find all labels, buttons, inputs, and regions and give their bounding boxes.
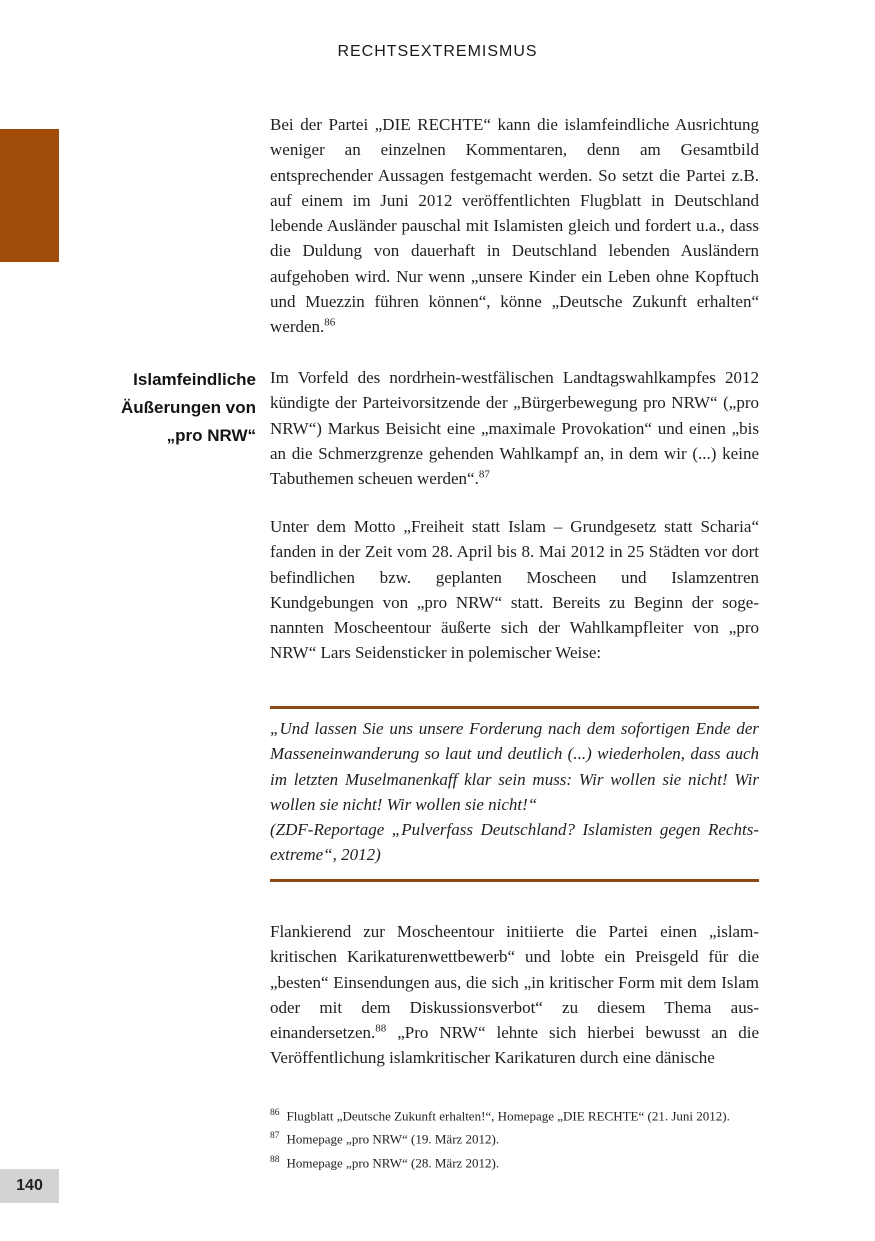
paragraph-moscheentour: Unter dem Motto „Freiheit statt Islam – Grundgesetz statt Scharia“ fanden in der Zeit vom 28. April bis 8. Mai 2012 in 25 Städten vor dort befindlichen bzw. geplanten Moscheen und Islamzentren Kundgebungen von „pro NRW“ statt. Bereits zu Beginn der sogenannten Moscheentour äußerte sich der Wahlkampfleiter von „pro NRW“ Lars Seidensticker in polemischer Weise: [270,517,759,663]
margin-note-line: Islamfeindliche [133,370,256,389]
footnote-text: Homepage „pro NRW“ (28. März 2012). [286,1154,500,1170]
footnote-text: Flugblatt „Deutsche Zukunft erhalten!“, Homepage „DIE RECHTE“ (21. Juni 2012). [286,1108,730,1124]
footnote-number: 87 [270,1131,280,1142]
footnotes-section [270,1103,759,1173]
page-number: 140 [16,1177,43,1194]
paragraph-karikaturenwettbewerb: Flankierend zur Moscheentour initiierte die Partei einen „islamkritischen Karikaturenwettbewerb“ und lobte ein Preisgeld für die „besten“ Einsendungen aus, die sich „in kritischer Form mit dem Islam oder mit dem Diskussionsverbot“ zu diesem Thema auseinandersetzen.$^{88}$ „Pro NRW“ lehnte sich hierbei bewusst an die Veröffentlichung islamkritischer Karikaturen durch eine dänische [270,922,759,1068]
footnote-item [270,1103,759,1126]
margin-note-line: „pro NRW“ [166,426,256,445]
quote-block [270,706,759,882]
footnote-text: Homepage „pro NRW“ (19. März 2012). [286,1131,500,1147]
paragraph-die-rechte: Bei der Partei „DIE RECHTE“ kann die islamfeindliche Ausrichtung weniger an einzelnen Kommentaren, denn am Gesamtbild entsprechender Aussagen festgemacht werden. So setzt die Partei z.B. auf einem im Juni 2012 veröffentlichten Flugblatt in Deutschland lebende Ausländer pauschal mit Islamisten gleich und fordert u.a., dass die Duldung von dauerhaft in Deutschland lebenden Ausländern aufgehoben wird. Nur wenn „unsere Kinder ein Leben ohne Kopftuch und Muezzin führen können“, könne „Deutsche Zukunft erhalten“ werden.$^{86}$ [270,115,759,336]
footnote-number: 88 [270,1154,280,1165]
footnote-item [270,1126,759,1149]
quote-text: „Und lassen Sie uns unsere Forderung nach dem sofortigen Ende der Masseneinwanderung so laut und deutlich (...) wiederholen, dass auch im letzten Muselmanenkaff klar sein muss: Wir wollen sie nicht! Wir wollen sie nicht! Wir wollen sie nicht!“ [270,719,759,814]
quote-rule-bottom [270,879,759,882]
footnote-number: 86 [270,1108,280,1118]
page-header-title: RECHTSEXTREMISMUS [337,43,538,60]
page-number-badge [0,1169,59,1203]
margin-note-line: Äußerungen von [120,398,256,417]
footnote-item [270,1150,759,1173]
quote-rule-top [270,706,759,709]
accent-bar [0,129,59,262]
paragraph-pro-nrw-announcement: Im Vorfeld des nordrhein-westfälischen Landtagswahlkampfes 2012 kündigte der Parteivorsitzende der „Bürgerbewegung pro NRW“ („pro NRW“) Markus Beisicht eine „maximale Provokation“ und einen „bis an die Schmerzgrenze gehenden Wahlkampf an, in dem wir (...) keine Tabuthemen scheuen werden“.$^{87}$ [270,368,759,488]
quote-source: (ZDF-Reportage „Pulverfass Deutschland? Islamisten gegen Rechtsextreme“, 2012) [270,820,759,865]
margin-note [58,366,256,450]
